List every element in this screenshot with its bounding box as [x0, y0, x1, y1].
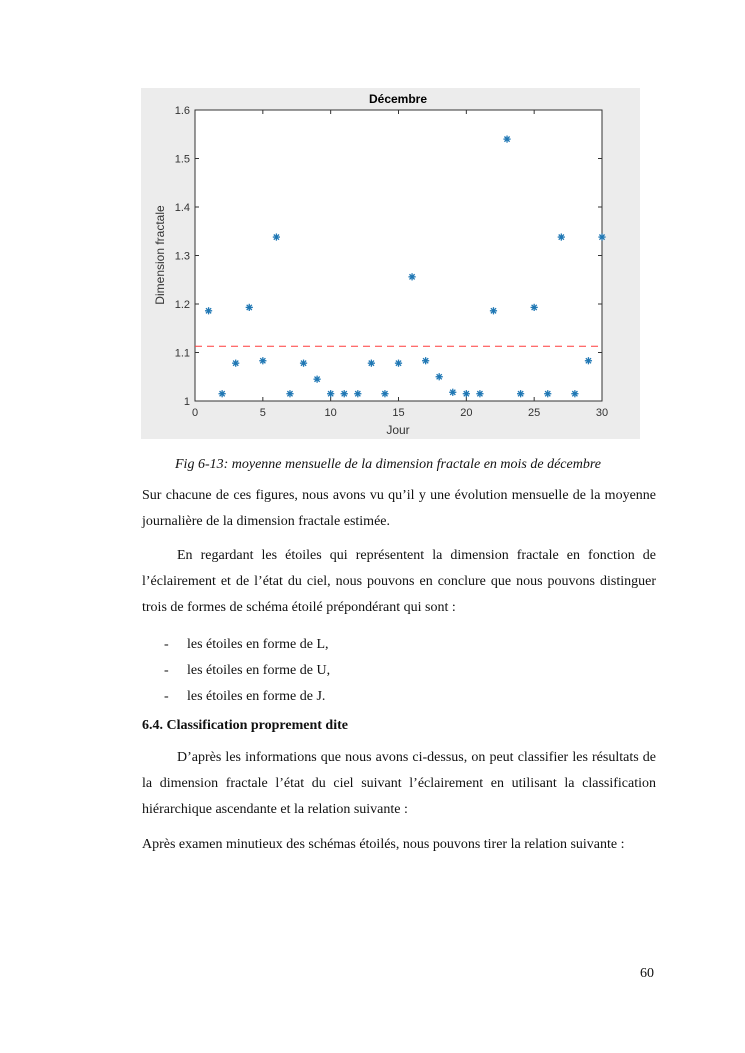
data-point-star — [531, 304, 538, 311]
data-point-star — [395, 360, 402, 367]
list-dash: - — [164, 663, 169, 678]
data-point-star — [259, 357, 266, 364]
data-point-star — [558, 233, 565, 240]
page-number: 60 — [640, 966, 654, 981]
data-point-star — [246, 304, 253, 311]
y-tick-label: 1.3 — [174, 250, 190, 263]
x-tick-label: 20 — [460, 407, 473, 419]
figure-caption: Fig 6-13: moyenne mensuelle de la dimension fractale en mois de décembre — [175, 457, 601, 472]
x-axis-label: Jour — [386, 423, 410, 437]
data-point-star — [219, 390, 226, 397]
chart-title: Décembre — [368, 92, 428, 106]
data-point-star — [408, 273, 415, 280]
data-point-star — [436, 373, 443, 380]
data-point-star — [314, 376, 321, 383]
y-tick-label: 1 — [183, 396, 190, 408]
data-point-star — [503, 136, 510, 143]
list-item — [142, 632, 330, 658]
data-point-star — [422, 357, 429, 364]
data-point-star — [476, 390, 483, 397]
y-tick-label: 1.4 — [174, 202, 190, 214]
data-point-star — [368, 360, 375, 367]
list-item — [142, 658, 330, 684]
x-tick-label: 30 — [595, 407, 609, 419]
data-point-star — [381, 390, 388, 397]
y-tick-label: 1.2 — [174, 299, 190, 311]
paragraph-3: D’après les informations que nous avons ci-dessus, on peut classifier les résultats de la dimension fractale l’état du ciel suivant l’éclairement en utilisant la classification hiérarchique ascendante et la relation suivante : — [142, 750, 656, 817]
chart-figure — [141, 88, 640, 439]
list-item-text: les étoiles en forme de J. — [187, 689, 326, 704]
data-point-star — [585, 357, 592, 364]
data-point-star — [463, 390, 470, 397]
bullet-list — [142, 632, 330, 710]
y-tick-label: 1.1 — [174, 347, 190, 360]
data-point-star — [354, 390, 361, 397]
data-point-star — [598, 233, 605, 240]
data-point-star — [490, 307, 497, 314]
y-axis-label: Dimension fractale — [153, 205, 167, 305]
list-item-text: les étoiles en forme de L, — [187, 637, 329, 652]
scatter-chart — [141, 88, 640, 439]
x-tick-label: 15 — [392, 407, 405, 419]
list-item-text: les étoiles en forme de U, — [187, 663, 331, 678]
data-point-star — [300, 360, 307, 367]
data-point-star — [544, 390, 551, 397]
x-tick-label: 5 — [259, 407, 266, 419]
data-point-star — [273, 233, 280, 240]
list-dash: - — [164, 637, 169, 652]
data-point-star — [232, 360, 239, 367]
data-point-star — [571, 390, 578, 397]
paragraph-1: Sur chacune de ces figures, nous avons vu qu’il y une évolution mensuelle de la moyenne journalière de la dimension fractale estimée. — [142, 488, 656, 529]
plot-area — [195, 110, 602, 401]
list-dash: - — [164, 689, 169, 704]
x-tick-label: 25 — [528, 407, 541, 419]
y-tick-label: 1.5 — [174, 153, 190, 166]
data-point-star — [286, 390, 293, 397]
section-heading: 6.4. Classification proprement dite — [142, 718, 348, 733]
data-point-star — [205, 307, 212, 314]
data-point-star — [517, 390, 524, 397]
paragraph-4: Après examen minutieux des schémas étoilés, nous pouvons tirer la relation suivante : — [142, 837, 625, 852]
list-item — [142, 684, 330, 710]
data-point-star — [327, 390, 334, 397]
paragraph-2: En regardant les étoiles qui représentent la dimension fractale en fonction de l’éclairement et de l’état du ciel, nous pouvons en conclure que nous pouvons distinguer trois de formes de schéma étoilé prépondérant qui sont : — [142, 548, 656, 615]
x-tick-label: 10 — [324, 407, 337, 419]
x-tick-label: 0 — [191, 407, 199, 419]
data-point-star — [341, 390, 348, 397]
y-tick-label: 1.6 — [174, 105, 190, 117]
data-point-star — [449, 389, 456, 396]
